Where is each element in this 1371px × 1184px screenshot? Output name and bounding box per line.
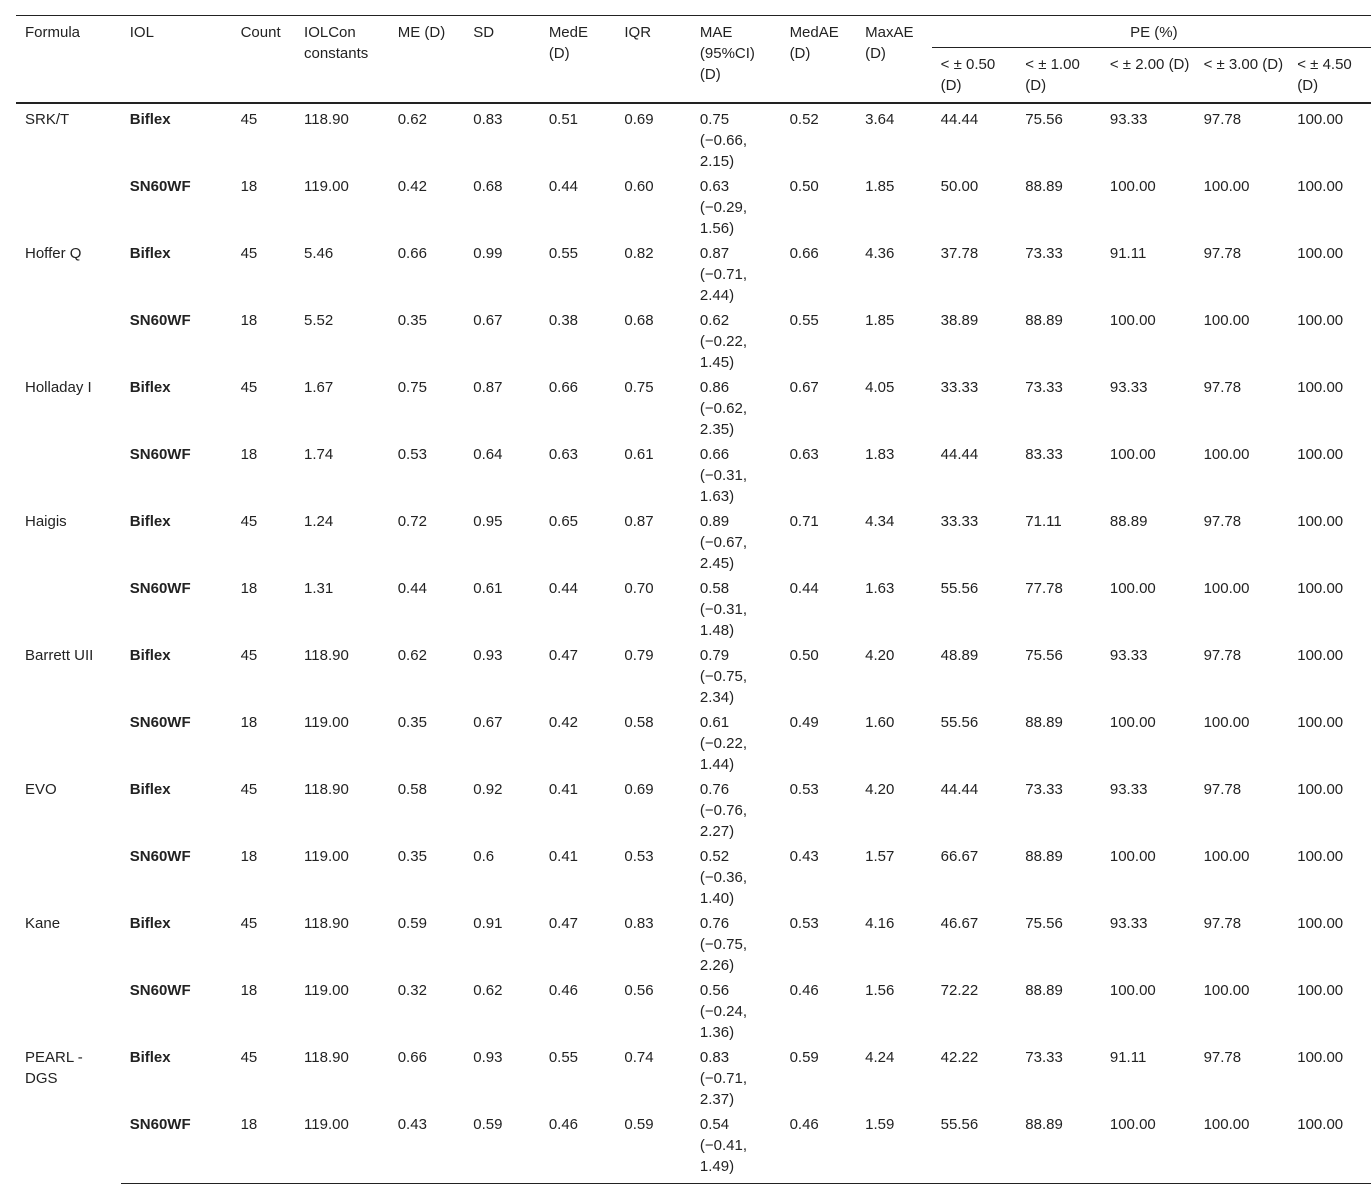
mede-cell: 0.41: [548, 781, 579, 798]
maxae-cell: 1.83: [865, 446, 895, 463]
maxae-cell: 4.24: [865, 1049, 895, 1066]
pe-cell: 73.33: [1025, 1049, 1063, 1066]
maxae-cell: 4.34: [865, 513, 895, 530]
header-maxae: MaxAE (D): [856, 16, 932, 104]
iqr-cell: 0.59: [615, 1112, 691, 1184]
mae-cell: 0.86 (−0.62, 2.35): [699, 379, 748, 438]
iqr-cell: 0.83: [624, 915, 654, 932]
sd-cell: 0.67: [473, 312, 503, 329]
medae-cell: 0.67: [789, 379, 819, 396]
sd-cell: 0.99: [473, 245, 503, 262]
sd-cell: 0.61: [473, 580, 503, 597]
me-cell: 0.72: [397, 513, 427, 530]
pe-cell: 93.33: [1109, 647, 1148, 664]
sd-cell: 0.68: [473, 178, 503, 195]
mede-cell: 0.51: [548, 111, 579, 128]
pe-cell: 100.00: [1109, 312, 1156, 329]
iol-cell: Biflex: [129, 379, 171, 396]
me-cell: 0.44: [397, 580, 427, 597]
pe-cell: 73.33: [1025, 379, 1063, 396]
pe-cell: 97.78: [1203, 379, 1242, 396]
pe-cell: 71.11: [1025, 513, 1062, 530]
table-row: [16, 911, 1371, 978]
iolcon-cell: 1.67: [304, 379, 334, 396]
iolcon-cell: 118.90: [304, 781, 349, 798]
pe-cell: 88.89: [1025, 312, 1063, 329]
pe-cell: 100.00: [1109, 178, 1156, 195]
pe-cell: 42.22: [940, 1049, 979, 1066]
mede-cell: 0.63: [548, 446, 579, 463]
iolcon-cell: 118.90: [304, 111, 349, 128]
pe-cell: 33.33: [940, 379, 979, 396]
pe-cell: 93.33: [1109, 915, 1148, 932]
medae-cell: 0.52: [789, 111, 819, 128]
mede-cell: 0.44: [548, 580, 579, 597]
iqr-cell: 0.60: [624, 178, 654, 195]
count-cell: 45: [240, 111, 258, 128]
medae-cell: 0.49: [789, 714, 819, 731]
medae-cell: 0.71: [789, 513, 819, 530]
medae-cell: 0.53: [789, 915, 819, 932]
iolcon-cell: 118.90: [304, 915, 349, 932]
pe-cell: 66.67: [940, 848, 979, 865]
iol-cell: SN60WF: [129, 580, 191, 597]
me-cell: 0.32: [397, 982, 427, 999]
iolcon-cell: 119.00: [304, 178, 349, 195]
pe-cell: 100.00: [1297, 580, 1344, 597]
table-row: [16, 174, 1371, 241]
header-pe-200: < ± 2.00 (D): [1101, 48, 1195, 104]
pe-cell: 100.00: [1297, 915, 1344, 932]
pe-cell: 93.33: [1109, 781, 1148, 798]
iol-cell: Biflex: [129, 647, 171, 664]
header-me: ME (D): [389, 16, 465, 104]
mae-cell: 0.58 (−0.31, 1.48): [699, 580, 748, 639]
mede-cell: 0.47: [548, 915, 579, 932]
pe-cell: 88.89: [1016, 1112, 1101, 1184]
table-body: [16, 103, 1371, 1184]
mede-cell: 0.47: [548, 647, 579, 664]
pe-cell: 88.89: [1025, 982, 1063, 999]
iol-cell: SN60WF: [129, 848, 191, 865]
table-row: [16, 1112, 1371, 1184]
sd-cell: 0.83: [473, 111, 503, 128]
medae-cell: 0.50: [789, 647, 819, 664]
mae-cell: 0.76 (−0.76, 2.27): [699, 781, 748, 840]
pe-cell: 97.78: [1203, 111, 1242, 128]
pe-cell: 73.33: [1025, 781, 1063, 798]
count-cell: 45: [240, 379, 258, 396]
formula-cell: Holladay I: [25, 379, 92, 396]
pe-cell: 83.33: [1025, 446, 1063, 463]
pe-cell: 44.44: [940, 111, 979, 128]
iolcon-cell: 119.00: [304, 714, 349, 731]
header-pe-300: < ± 3.00 (D): [1195, 48, 1289, 104]
header-count: Count: [232, 16, 295, 104]
header-pe-group: PE (%): [932, 16, 1371, 48]
me-cell: 0.42: [397, 178, 427, 195]
pe-cell: 44.44: [940, 446, 979, 463]
me-cell: 0.59: [397, 915, 427, 932]
pe-cell: 88.89: [1025, 178, 1063, 195]
pe-cell: 100.00: [1297, 1049, 1344, 1066]
maxae-cell: 1.56: [865, 982, 895, 999]
maxae-cell: 1.63: [865, 580, 895, 597]
iol-cell: SN60WF: [121, 1112, 232, 1184]
mae-cell: 0.63 (−0.29, 1.56): [699, 178, 748, 237]
iol-cell: SN60WF: [129, 982, 191, 999]
sd-cell: 0.93: [473, 647, 503, 664]
pe-cell: 100.00: [1297, 379, 1344, 396]
iolcon-cell: 5.46: [304, 245, 334, 262]
pe-cell: 50.00: [940, 178, 979, 195]
maxae-cell: 4.05: [865, 379, 895, 396]
pe-cell: 91.11: [1109, 245, 1147, 262]
iolcon-cell: 1.31: [304, 580, 334, 597]
header-iqr: IQR: [615, 16, 691, 104]
sd-cell: 0.6: [473, 848, 495, 865]
sd-cell: 0.91: [473, 915, 503, 932]
me-cell: 0.66: [397, 1049, 427, 1066]
header-iolcon: IOLCon constants: [295, 16, 389, 104]
results-table: [16, 15, 1371, 1184]
maxae-cell: 3.64: [865, 111, 895, 128]
medae-cell: 0.44: [789, 580, 819, 597]
iol-cell: Biflex: [129, 111, 171, 128]
count-cell: 45: [240, 245, 258, 262]
medae-cell: 0.50: [789, 178, 819, 195]
sd-cell: 0.93: [473, 1049, 503, 1066]
medae-cell: 0.66: [789, 245, 819, 262]
sd-cell: 0.92: [473, 781, 503, 798]
mede-cell: 0.55: [548, 245, 579, 262]
pe-cell: 97.78: [1203, 647, 1242, 664]
header-medae: MedAE (D): [781, 16, 857, 104]
iolcon-cell: 118.90: [304, 1049, 349, 1066]
formula-cell: Haigis: [25, 513, 67, 530]
iqr-cell: 0.53: [624, 848, 654, 865]
mae-cell: 0.89 (−0.67, 2.45): [699, 513, 748, 572]
iol-cell: SN60WF: [129, 312, 191, 329]
me-cell: 0.66: [397, 245, 427, 262]
me-cell: 0.53: [397, 446, 427, 463]
medae-cell: 0.46: [781, 1112, 857, 1184]
table-row: [16, 509, 1371, 576]
formula-cell: Kane: [25, 915, 61, 932]
count-cell: 18: [240, 312, 258, 329]
header-sd: SD: [464, 16, 540, 104]
pe-cell: 100.00: [1203, 312, 1250, 329]
maxae-cell: 1.57: [865, 848, 895, 865]
pe-cell: 100.00: [1297, 312, 1344, 329]
formula-cell: EVO: [25, 781, 57, 798]
sd-cell: 0.64: [473, 446, 503, 463]
mede-cell: 0.42: [548, 714, 579, 731]
me-cell: 0.58: [397, 781, 427, 798]
pe-cell: 100.00: [1297, 647, 1344, 664]
mae-cell: 0.56 (−0.24, 1.36): [699, 982, 748, 1041]
pe-cell: 88.89: [1109, 513, 1148, 530]
mae-cell: 0.52 (−0.36, 1.40): [699, 848, 748, 907]
table-row: [16, 442, 1371, 509]
iolcon-cell: 1.24: [304, 513, 334, 530]
table-row: [16, 643, 1371, 710]
medae-cell: 0.55: [789, 312, 819, 329]
pe-cell: 100.00: [1297, 781, 1344, 798]
maxae-cell: 4.36: [865, 245, 895, 262]
mae-cell: 0.83 (−0.71, 2.37): [699, 1049, 748, 1108]
pe-cell: 44.44: [940, 781, 979, 798]
iqr-cell: 0.79: [624, 647, 654, 664]
pe-cell: 100.00: [1297, 111, 1344, 128]
pe-cell: 97.78: [1203, 245, 1242, 262]
table-row: [16, 777, 1371, 844]
count-cell: 18: [240, 982, 258, 999]
table-row: [16, 103, 1371, 174]
maxae-cell: 1.59: [856, 1112, 932, 1184]
pe-cell: 97.78: [1203, 1049, 1242, 1066]
pe-cell: 100.00: [1203, 178, 1250, 195]
pe-cell: 100.00: [1297, 982, 1344, 999]
pe-cell: 72.22: [940, 982, 979, 999]
mede-cell: 0.46: [540, 1112, 616, 1184]
pe-cell: 100.00: [1203, 982, 1250, 999]
header-pe-050: < ± 0.50 (D): [932, 48, 1017, 104]
table-row: [16, 978, 1371, 1045]
me-cell: 0.35: [397, 714, 427, 731]
pe-cell: 100.00: [1288, 1112, 1371, 1184]
me-cell: 0.75: [397, 379, 427, 396]
maxae-cell: 4.20: [865, 647, 895, 664]
mae-cell: 0.66 (−0.31, 1.63): [699, 446, 748, 505]
me-cell: 0.62: [397, 111, 427, 128]
sd-cell: 0.95: [473, 513, 503, 530]
header-mae: MAE (95%CI) (D): [691, 16, 781, 104]
mae-cell: 0.75 (−0.66, 2.15): [699, 111, 748, 170]
iol-cell: Biflex: [129, 513, 171, 530]
me-cell: 0.62: [397, 647, 427, 664]
pe-cell: 100.00: [1297, 446, 1344, 463]
iolcon-cell: 119.00: [295, 1112, 389, 1184]
sd-cell: 0.67: [473, 714, 503, 731]
table-row: [16, 308, 1371, 375]
mae-cell: 0.79 (−0.75, 2.34): [699, 647, 748, 706]
pe-cell: 100.00: [1109, 982, 1156, 999]
iol-cell: SN60WF: [129, 178, 191, 195]
iol-cell: SN60WF: [129, 446, 191, 463]
pe-cell: 100.00: [1203, 446, 1250, 463]
pe-cell: 46.67: [940, 915, 979, 932]
pe-cell: 93.33: [1109, 111, 1148, 128]
pe-cell: 97.78: [1203, 781, 1242, 798]
iolcon-cell: 1.74: [304, 446, 334, 463]
maxae-cell: 4.20: [865, 781, 895, 798]
pe-cell: 100.00: [1297, 848, 1344, 865]
iqr-cell: 0.87: [624, 513, 654, 530]
maxae-cell: 1.85: [865, 312, 895, 329]
count-cell: 45: [240, 915, 258, 932]
me-cell: 0.35: [397, 848, 427, 865]
header-pe-450: < ± 4.50 (D): [1288, 48, 1371, 104]
mede-cell: 0.44: [548, 178, 579, 195]
formula-cell: PEARL - DGS: [25, 1049, 83, 1087]
count-cell: 18: [240, 714, 258, 731]
iqr-cell: 0.70: [624, 580, 654, 597]
me-cell: 0.35: [397, 312, 427, 329]
pe-cell: 97.78: [1203, 915, 1242, 932]
maxae-cell: 1.60: [865, 714, 895, 731]
formula-cell: Barrett UII: [25, 647, 94, 664]
pe-cell: 88.89: [1025, 848, 1063, 865]
pe-cell: 88.89: [1025, 714, 1063, 731]
pe-cell: 55.56: [932, 1112, 1017, 1184]
count-cell: 45: [240, 513, 258, 530]
medae-cell: 0.43: [789, 848, 819, 865]
mae-cell: 0.54 (−0.41, 1.49): [691, 1112, 781, 1184]
pe-cell: 75.56: [1025, 647, 1063, 664]
pe-cell: 100.00: [1109, 848, 1156, 865]
medae-cell: 0.59: [789, 1049, 819, 1066]
pe-cell: 97.78: [1203, 513, 1242, 530]
count-cell: 18: [240, 178, 258, 195]
mede-cell: 0.46: [548, 982, 579, 999]
iol-cell: SN60WF: [129, 714, 191, 731]
mae-cell: 0.76 (−0.75, 2.26): [699, 915, 748, 974]
formula-cell: Hoffer Q: [25, 245, 82, 262]
pe-cell: 55.56: [940, 580, 979, 597]
table-row: [16, 241, 1371, 308]
table-row: [16, 375, 1371, 442]
pe-cell: 100.00: [1195, 1112, 1289, 1184]
iolcon-cell: 118.90: [304, 647, 349, 664]
table-row: [16, 710, 1371, 777]
pe-cell: 100.00: [1297, 513, 1344, 530]
pe-cell: 100.00: [1297, 178, 1344, 195]
iqr-cell: 0.56: [624, 982, 654, 999]
me-cell: 0.43: [389, 1112, 465, 1184]
pe-cell: 100.00: [1109, 446, 1156, 463]
pe-cell: 91.11: [1109, 1049, 1147, 1066]
iqr-cell: 0.61: [624, 446, 654, 463]
iqr-cell: 0.69: [624, 781, 654, 798]
header-formula: Formula: [16, 16, 121, 104]
count-cell: 18: [240, 580, 258, 597]
count-cell: 18: [240, 446, 258, 463]
iol-cell: Biflex: [129, 915, 171, 932]
iolcon-cell: 119.00: [304, 848, 349, 865]
header-mede: MedE (D): [540, 16, 616, 104]
pe-cell: 73.33: [1025, 245, 1063, 262]
formula-cell: SRK/T: [25, 111, 70, 128]
mede-cell: 0.41: [548, 848, 579, 865]
pe-cell: 38.89: [940, 312, 979, 329]
iqr-cell: 0.74: [624, 1049, 654, 1066]
sd-cell: 0.62: [473, 982, 503, 999]
pe-cell: 75.56: [1025, 915, 1063, 932]
pe-cell: 55.56: [940, 714, 979, 731]
count-cell: 45: [240, 647, 258, 664]
iol-cell: Biflex: [129, 1049, 171, 1066]
mae-cell: 0.61 (−0.22, 1.44): [699, 714, 748, 773]
count-cell: 45: [240, 781, 258, 798]
iqr-cell: 0.82: [624, 245, 654, 262]
pe-cell: 100.00: [1101, 1112, 1195, 1184]
table-row: [16, 1045, 1371, 1112]
count-cell: 18: [240, 848, 258, 865]
table-row: [16, 576, 1371, 643]
iolcon-cell: 119.00: [304, 982, 349, 999]
mede-cell: 0.38: [548, 312, 579, 329]
pe-cell: 37.78: [940, 245, 979, 262]
iol-cell: Biflex: [129, 781, 171, 798]
iqr-cell: 0.58: [624, 714, 654, 731]
mae-cell: 0.62 (−0.22, 1.45): [699, 312, 748, 371]
count-cell: 18: [232, 1112, 295, 1184]
count-cell: 45: [240, 1049, 258, 1066]
pe-cell: 100.00: [1297, 714, 1344, 731]
pe-cell: 33.33: [940, 513, 979, 530]
mede-cell: 0.66: [548, 379, 579, 396]
pe-cell: 48.89: [940, 647, 979, 664]
pe-cell: 93.33: [1109, 379, 1148, 396]
medae-cell: 0.46: [789, 982, 819, 999]
iolcon-cell: 5.52: [304, 312, 334, 329]
pe-cell: 100.00: [1203, 848, 1250, 865]
medae-cell: 0.63: [789, 446, 819, 463]
pe-cell: 100.00: [1109, 580, 1156, 597]
maxae-cell: 1.85: [865, 178, 895, 195]
iqr-cell: 0.68: [624, 312, 654, 329]
pe-cell: 100.00: [1203, 714, 1250, 731]
sd-cell: 0.87: [473, 379, 503, 396]
pe-cell: 100.00: [1203, 580, 1250, 597]
iqr-cell: 0.75: [624, 379, 654, 396]
table-row: [16, 844, 1371, 911]
maxae-cell: 4.16: [865, 915, 895, 932]
iqr-cell: 0.69: [624, 111, 654, 128]
mede-cell: 0.55: [548, 1049, 579, 1066]
mede-cell: 0.65: [548, 513, 579, 530]
pe-cell: 100.00: [1297, 245, 1344, 262]
pe-cell: 77.78: [1025, 580, 1063, 597]
pe-cell: 100.00: [1109, 714, 1156, 731]
mae-cell: 0.87 (−0.71, 2.44): [699, 245, 748, 304]
header-pe-100: < ± 1.00 (D): [1016, 48, 1101, 104]
sd-cell: 0.59: [464, 1112, 540, 1184]
pe-cell: 75.56: [1025, 111, 1063, 128]
header-iol: IOL: [121, 16, 232, 104]
medae-cell: 0.53: [789, 781, 819, 798]
iol-cell: Biflex: [129, 245, 171, 262]
